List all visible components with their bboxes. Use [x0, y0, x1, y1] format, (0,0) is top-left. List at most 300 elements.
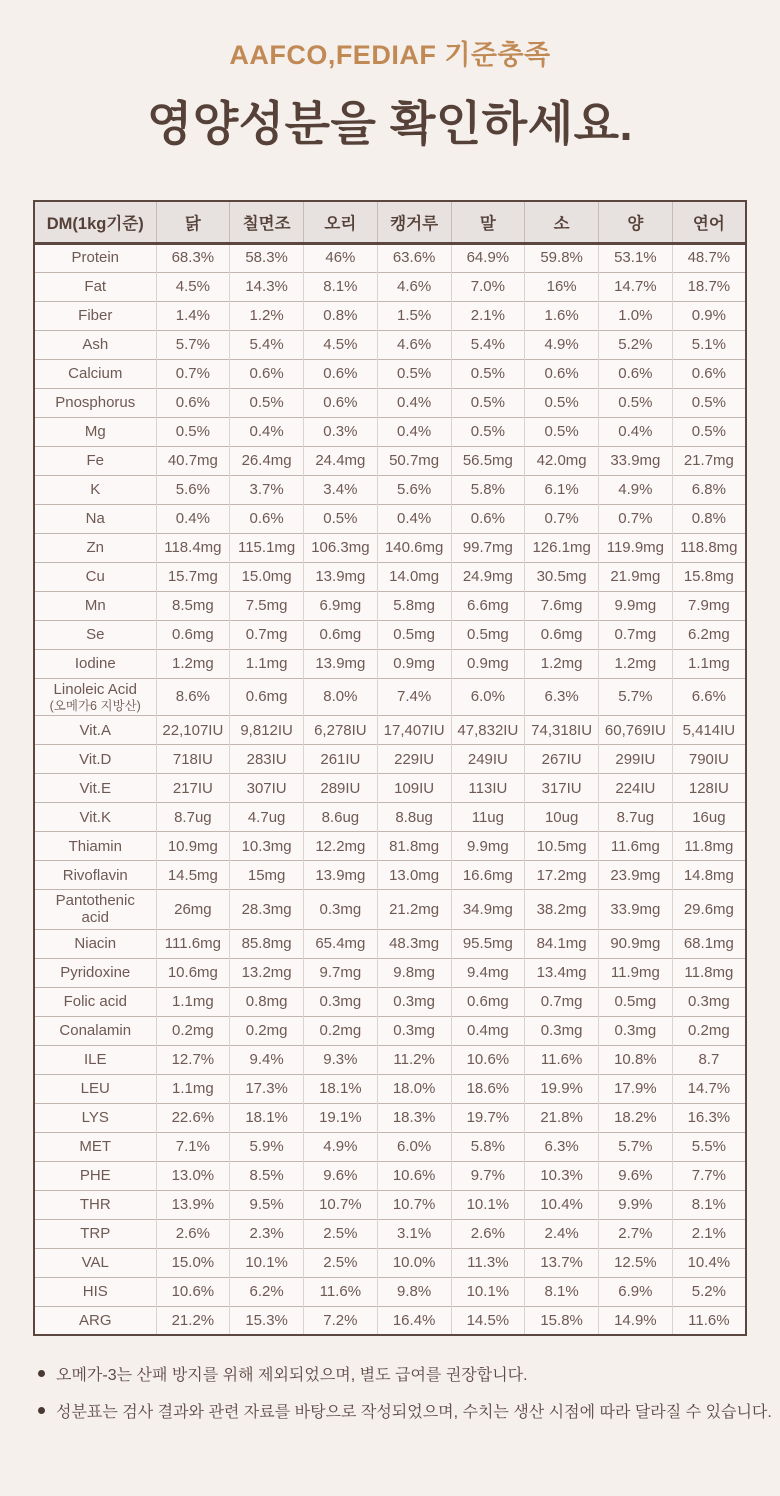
row-label: Mn [34, 591, 156, 620]
row-label: Ash [34, 330, 156, 359]
value-cell: 249IU [451, 745, 525, 774]
value-cell: 64.9% [451, 243, 525, 272]
value-cell: 2.1% [672, 1219, 746, 1248]
value-cell: 0.3mg [377, 987, 451, 1016]
value-cell: 15.3% [230, 1306, 304, 1335]
value-cell: 7.1% [156, 1132, 230, 1161]
value-cell: 0.3mg [304, 987, 378, 1016]
row-label: HIS [34, 1277, 156, 1306]
value-cell: 0.6% [525, 359, 599, 388]
value-cell: 21.9mg [599, 562, 673, 591]
value-cell: 0.6mg [304, 620, 378, 649]
value-cell: 2.5% [304, 1248, 378, 1277]
value-cell: 0.9mg [377, 649, 451, 678]
table-row [34, 1103, 746, 1132]
value-cell: 18.6% [451, 1074, 525, 1103]
row-label: Vit.A [34, 716, 156, 745]
value-cell: 4.5% [156, 272, 230, 301]
value-cell: 34.9mg [451, 890, 525, 930]
value-cell: 224IU [599, 774, 673, 803]
standards-subtitle: AAFCO,FEDIAF 기준충족 [229, 40, 551, 70]
bullet-icon [38, 1407, 45, 1414]
row-label: Iodine [34, 649, 156, 678]
table-row [34, 803, 746, 832]
value-cell: 2.1% [451, 301, 525, 330]
value-cell: 4.9% [304, 1132, 378, 1161]
value-cell: 6.6% [672, 678, 746, 716]
value-cell: 317IU [525, 774, 599, 803]
header-cell-basis: DM(1kg기준) [34, 201, 156, 243]
value-cell: 13.0mg [377, 861, 451, 890]
value-cell: 14.8mg [672, 861, 746, 890]
value-cell: 0.5mg [451, 620, 525, 649]
value-cell: 22.6% [156, 1103, 230, 1132]
value-cell: 12.7% [156, 1045, 230, 1074]
value-cell: 7.9mg [672, 591, 746, 620]
table-row [34, 301, 746, 330]
value-cell: 8.5mg [156, 591, 230, 620]
table-row [34, 1306, 746, 1335]
value-cell: 15.0% [156, 1248, 230, 1277]
row-label: Se [34, 620, 156, 649]
row-label: K [34, 475, 156, 504]
value-cell: 11.6% [304, 1277, 378, 1306]
value-cell: 283IU [230, 745, 304, 774]
value-cell: 0.6% [230, 504, 304, 533]
footnote-text: 오메가-3는 산패 방지를 위해 제외되었으며, 별도 급여를 권장합니다. [56, 1367, 528, 1385]
value-cell: 8.7ug [156, 803, 230, 832]
value-cell: 10.6% [156, 1277, 230, 1306]
row-label: Conalamin [34, 1016, 156, 1045]
value-cell: 0.6mg [451, 987, 525, 1016]
table-row [34, 1277, 746, 1306]
nutrition-table [33, 200, 747, 1336]
value-cell: 5.8mg [377, 591, 451, 620]
value-cell: 128IU [672, 774, 746, 803]
value-cell: 11.9mg [599, 958, 673, 987]
value-cell: 5.2% [672, 1277, 746, 1306]
value-cell: 11.6% [525, 1045, 599, 1074]
value-cell: 95.5mg [451, 929, 525, 958]
value-cell: 85.8mg [230, 929, 304, 958]
row-label: Thiamin [34, 832, 156, 861]
value-cell: 0.5% [672, 417, 746, 446]
value-cell: 14.5% [451, 1306, 525, 1335]
value-cell: 3.7% [230, 475, 304, 504]
value-cell: 217IU [156, 774, 230, 803]
value-cell: 0.8% [304, 301, 378, 330]
table-row [34, 861, 746, 890]
value-cell: 106.3mg [304, 533, 378, 562]
value-cell: 0.5% [377, 359, 451, 388]
footnotes [38, 1362, 780, 1422]
value-cell: 6.2mg [672, 620, 746, 649]
value-cell: 3.4% [304, 475, 378, 504]
value-cell: 11.3% [451, 1248, 525, 1277]
value-cell: 8.6ug [304, 803, 378, 832]
table-row [34, 1074, 746, 1103]
value-cell: 1.2mg [599, 649, 673, 678]
row-label: Na [34, 504, 156, 533]
value-cell: 307IU [230, 774, 304, 803]
table-row [34, 562, 746, 591]
value-cell: 9.4% [230, 1045, 304, 1074]
value-cell: 8.0% [304, 678, 378, 716]
value-cell: 48.3mg [377, 929, 451, 958]
row-label: PHE [34, 1161, 156, 1190]
value-cell: 0.6% [672, 359, 746, 388]
value-cell: 10.9mg [156, 832, 230, 861]
value-cell: 6.0% [377, 1132, 451, 1161]
value-cell: 0.7% [525, 504, 599, 533]
value-cell: 6.0% [451, 678, 525, 716]
value-cell: 2.3% [230, 1219, 304, 1248]
value-cell: 118.8mg [672, 533, 746, 562]
value-cell: 2.6% [451, 1219, 525, 1248]
value-cell: 6.2% [230, 1277, 304, 1306]
value-cell: 6.9mg [304, 591, 378, 620]
value-cell: 33.9mg [599, 446, 673, 475]
value-cell: 18.1% [230, 1103, 304, 1132]
page-header [0, 0, 780, 154]
value-cell: 18.3% [377, 1103, 451, 1132]
value-cell: 14.7% [672, 1074, 746, 1103]
table-row [34, 929, 746, 958]
value-cell: 6.6mg [451, 591, 525, 620]
value-cell: 53.1% [599, 243, 673, 272]
value-cell: 7.4% [377, 678, 451, 716]
table-header-row [34, 201, 746, 243]
value-cell: 0.6% [156, 388, 230, 417]
row-label: Mg [34, 417, 156, 446]
value-cell: 6.1% [525, 475, 599, 504]
value-cell: 22,107IU [156, 716, 230, 745]
nutrition-table-wrap [33, 200, 747, 1336]
table-row [34, 1219, 746, 1248]
value-cell: 0.3mg [304, 890, 378, 930]
value-cell: 119.9mg [599, 533, 673, 562]
value-cell: 0.8% [672, 504, 746, 533]
value-cell: 0.9mg [451, 649, 525, 678]
value-cell: 26.4mg [230, 446, 304, 475]
value-cell: 7.6mg [525, 591, 599, 620]
value-cell: 99.7mg [451, 533, 525, 562]
row-label: Calcium [34, 359, 156, 388]
value-cell: 267IU [525, 745, 599, 774]
table-row [34, 774, 746, 803]
value-cell: 5.7% [599, 678, 673, 716]
value-cell: 0.5% [599, 388, 673, 417]
value-cell: 16.3% [672, 1103, 746, 1132]
value-cell: 140.6mg [377, 533, 451, 562]
value-cell: 0.5% [156, 417, 230, 446]
value-cell: 0.4% [599, 417, 673, 446]
value-cell: 0.5% [304, 504, 378, 533]
value-cell: 10.3mg [230, 832, 304, 861]
value-cell: 4.7ug [230, 803, 304, 832]
value-cell: 56.5mg [451, 446, 525, 475]
value-cell: 11.6mg [599, 832, 673, 861]
value-cell: 0.3mg [599, 1016, 673, 1045]
value-cell: 1.2mg [156, 649, 230, 678]
table-row [34, 1045, 746, 1074]
value-cell: 0.7% [156, 359, 230, 388]
value-cell: 1.4% [156, 301, 230, 330]
table-row [34, 417, 746, 446]
value-cell: 47,832IU [451, 716, 525, 745]
value-cell: 60,769IU [599, 716, 673, 745]
value-cell: 6.3% [525, 678, 599, 716]
header-cell-protein: 말 [451, 201, 525, 243]
value-cell: 6.8% [672, 475, 746, 504]
value-cell: 18.1% [304, 1074, 378, 1103]
footnote-item [38, 1362, 780, 1385]
value-cell: 16.4% [377, 1306, 451, 1335]
value-cell: 10.4% [525, 1190, 599, 1219]
value-cell: 0.7mg [230, 620, 304, 649]
value-cell: 13.7% [525, 1248, 599, 1277]
value-cell: 15.8mg [672, 562, 746, 591]
value-cell: 18.0% [377, 1074, 451, 1103]
value-cell: 14.3% [230, 272, 304, 301]
value-cell: 0.5% [451, 388, 525, 417]
value-cell: 5.8% [451, 1132, 525, 1161]
value-cell: 0.6mg [525, 620, 599, 649]
value-cell: 11.8mg [672, 958, 746, 987]
value-cell: 13.9mg [304, 861, 378, 890]
value-cell: 19.1% [304, 1103, 378, 1132]
value-cell: 0.7mg [599, 620, 673, 649]
row-label: Vit.K [34, 803, 156, 832]
value-cell: 17,407IU [377, 716, 451, 745]
value-cell: 7.5mg [230, 591, 304, 620]
value-cell: 10.1% [451, 1190, 525, 1219]
value-cell: 4.6% [377, 272, 451, 301]
table-row [34, 475, 746, 504]
value-cell: 18.2% [599, 1103, 673, 1132]
value-cell: 21.2mg [377, 890, 451, 930]
page-title: 영양성분을 확인하세요. [146, 97, 634, 150]
value-cell: 5,414IU [672, 716, 746, 745]
row-label: Protein [34, 243, 156, 272]
value-cell: 0.4% [377, 388, 451, 417]
value-cell: 8.7ug [599, 803, 673, 832]
value-cell: 10.4% [672, 1248, 746, 1277]
value-cell: 0.3mg [672, 987, 746, 1016]
value-cell: 0.6mg [230, 678, 304, 716]
value-cell: 1.6% [525, 301, 599, 330]
table-row [34, 958, 746, 987]
value-cell: 0.5mg [377, 620, 451, 649]
table-row [34, 446, 746, 475]
row-label: Fe [34, 446, 156, 475]
table-row [34, 678, 746, 716]
value-cell: 0.6% [304, 359, 378, 388]
value-cell: 48.7% [672, 243, 746, 272]
table-row [34, 1190, 746, 1219]
value-cell: 84.1mg [525, 929, 599, 958]
value-cell: 1.5% [377, 301, 451, 330]
value-cell: 1.2% [230, 301, 304, 330]
value-cell: 15mg [230, 861, 304, 890]
value-cell: 8.7 [672, 1045, 746, 1074]
table-row [34, 649, 746, 678]
row-label: Vit.E [34, 774, 156, 803]
value-cell: 10.3% [525, 1161, 599, 1190]
value-cell: 1.2mg [525, 649, 599, 678]
value-cell: 5.1% [672, 330, 746, 359]
value-cell: 0.6% [451, 504, 525, 533]
table-row [34, 745, 746, 774]
value-cell: 63.6% [377, 243, 451, 272]
value-cell: 9.4mg [451, 958, 525, 987]
value-cell: 0.2mg [304, 1016, 378, 1045]
value-cell: 0.8mg [230, 987, 304, 1016]
table-row [34, 987, 746, 1016]
value-cell: 42.0mg [525, 446, 599, 475]
value-cell: 74,318IU [525, 716, 599, 745]
row-label: Pantothenic acid [34, 890, 156, 930]
table-row [34, 243, 746, 272]
row-label: Niacin [34, 929, 156, 958]
value-cell: 289IU [304, 774, 378, 803]
value-cell: 5.5% [672, 1132, 746, 1161]
value-cell: 1.1mg [230, 649, 304, 678]
table-row [34, 620, 746, 649]
header-cell-protein: 연어 [672, 201, 746, 243]
value-cell: 6,278IU [304, 716, 378, 745]
value-cell: 13.9mg [304, 649, 378, 678]
value-cell: 0.4% [377, 504, 451, 533]
value-cell: 5.4% [451, 330, 525, 359]
value-cell: 5.9% [230, 1132, 304, 1161]
value-cell: 14.9% [599, 1306, 673, 1335]
header-cell-protein: 오리 [304, 201, 378, 243]
value-cell: 24.9mg [451, 562, 525, 591]
value-cell: 13.9mg [304, 562, 378, 591]
value-cell: 718IU [156, 745, 230, 774]
value-cell: 10.7% [377, 1190, 451, 1219]
value-cell: 9.6% [304, 1161, 378, 1190]
table-row [34, 272, 746, 301]
value-cell: 21.7mg [672, 446, 746, 475]
value-cell: 0.7% [599, 504, 673, 533]
value-cell: 17.2mg [525, 861, 599, 890]
table-row [34, 388, 746, 417]
row-label: VAL [34, 1248, 156, 1277]
value-cell: 40.7mg [156, 446, 230, 475]
value-cell: 8.8ug [377, 803, 451, 832]
value-cell: 0.2mg [156, 1016, 230, 1045]
value-cell: 13.9% [156, 1190, 230, 1219]
table-row [34, 1248, 746, 1277]
value-cell: 2.4% [525, 1219, 599, 1248]
value-cell: 16% [525, 272, 599, 301]
value-cell: 4.5% [304, 330, 378, 359]
value-cell: 30.5mg [525, 562, 599, 591]
value-cell: 299IU [599, 745, 673, 774]
value-cell: 0.5% [451, 359, 525, 388]
value-cell: 790IU [672, 745, 746, 774]
value-cell: 0.3% [304, 417, 378, 446]
header-cell-protein: 소 [525, 201, 599, 243]
table-row [34, 504, 746, 533]
value-cell: 5.7% [599, 1132, 673, 1161]
value-cell: 0.5% [451, 417, 525, 446]
value-cell: 8.1% [672, 1190, 746, 1219]
value-cell: 0.2mg [672, 1016, 746, 1045]
value-cell: 10.8% [599, 1045, 673, 1074]
value-cell: 17.3% [230, 1074, 304, 1103]
value-cell: 0.3mg [525, 1016, 599, 1045]
value-cell: 11.8mg [672, 832, 746, 861]
value-cell: 9.5% [230, 1190, 304, 1219]
row-label: Zn [34, 533, 156, 562]
value-cell: 58.3% [230, 243, 304, 272]
value-cell: 12.2mg [304, 832, 378, 861]
value-cell: 109IU [377, 774, 451, 803]
value-cell: 0.6% [304, 388, 378, 417]
value-cell: 4.6% [377, 330, 451, 359]
value-cell: 4.9% [525, 330, 599, 359]
table-body [34, 243, 746, 1335]
value-cell: 5.7% [156, 330, 230, 359]
value-cell: 11.2% [377, 1045, 451, 1074]
value-cell: 10.6% [377, 1161, 451, 1190]
value-cell: 9.6% [599, 1161, 673, 1190]
row-label: Vit.D [34, 745, 156, 774]
value-cell: 0.6mg [156, 620, 230, 649]
value-cell: 0.7mg [525, 987, 599, 1016]
value-cell: 18.7% [672, 272, 746, 301]
value-cell: 16.6mg [451, 861, 525, 890]
value-cell: 19.7% [451, 1103, 525, 1132]
value-cell: 8.1% [525, 1277, 599, 1306]
value-cell: 0.5% [525, 417, 599, 446]
value-cell: 28.3mg [230, 890, 304, 930]
value-cell: 33.9mg [599, 890, 673, 930]
table-row [34, 1132, 746, 1161]
value-cell: 21.8% [525, 1103, 599, 1132]
value-cell: 9.8mg [377, 958, 451, 987]
value-cell: 10.6% [451, 1045, 525, 1074]
table-row [34, 359, 746, 388]
value-cell: 13.2mg [230, 958, 304, 987]
header-cell-protein: 닭 [156, 201, 230, 243]
table-row [34, 890, 746, 930]
value-cell: 229IU [377, 745, 451, 774]
value-cell: 2.5% [304, 1219, 378, 1248]
value-cell: 11.6% [672, 1306, 746, 1335]
value-cell: 10ug [525, 803, 599, 832]
value-cell: 5.8% [451, 475, 525, 504]
row-label: Fat [34, 272, 156, 301]
value-cell: 17.9% [599, 1074, 673, 1103]
value-cell: 14.0mg [377, 562, 451, 591]
value-cell: 3.1% [377, 1219, 451, 1248]
value-cell: 0.5% [525, 388, 599, 417]
value-cell: 0.4% [156, 504, 230, 533]
value-cell: 115.1mg [230, 533, 304, 562]
row-label: THR [34, 1190, 156, 1219]
table-row [34, 1161, 746, 1190]
value-cell: 7.2% [304, 1306, 378, 1335]
value-cell: 6.9% [599, 1277, 673, 1306]
value-cell: 15.0mg [230, 562, 304, 591]
value-cell: 5.6% [156, 475, 230, 504]
value-cell: 15.8% [525, 1306, 599, 1335]
value-cell: 0.5% [672, 388, 746, 417]
